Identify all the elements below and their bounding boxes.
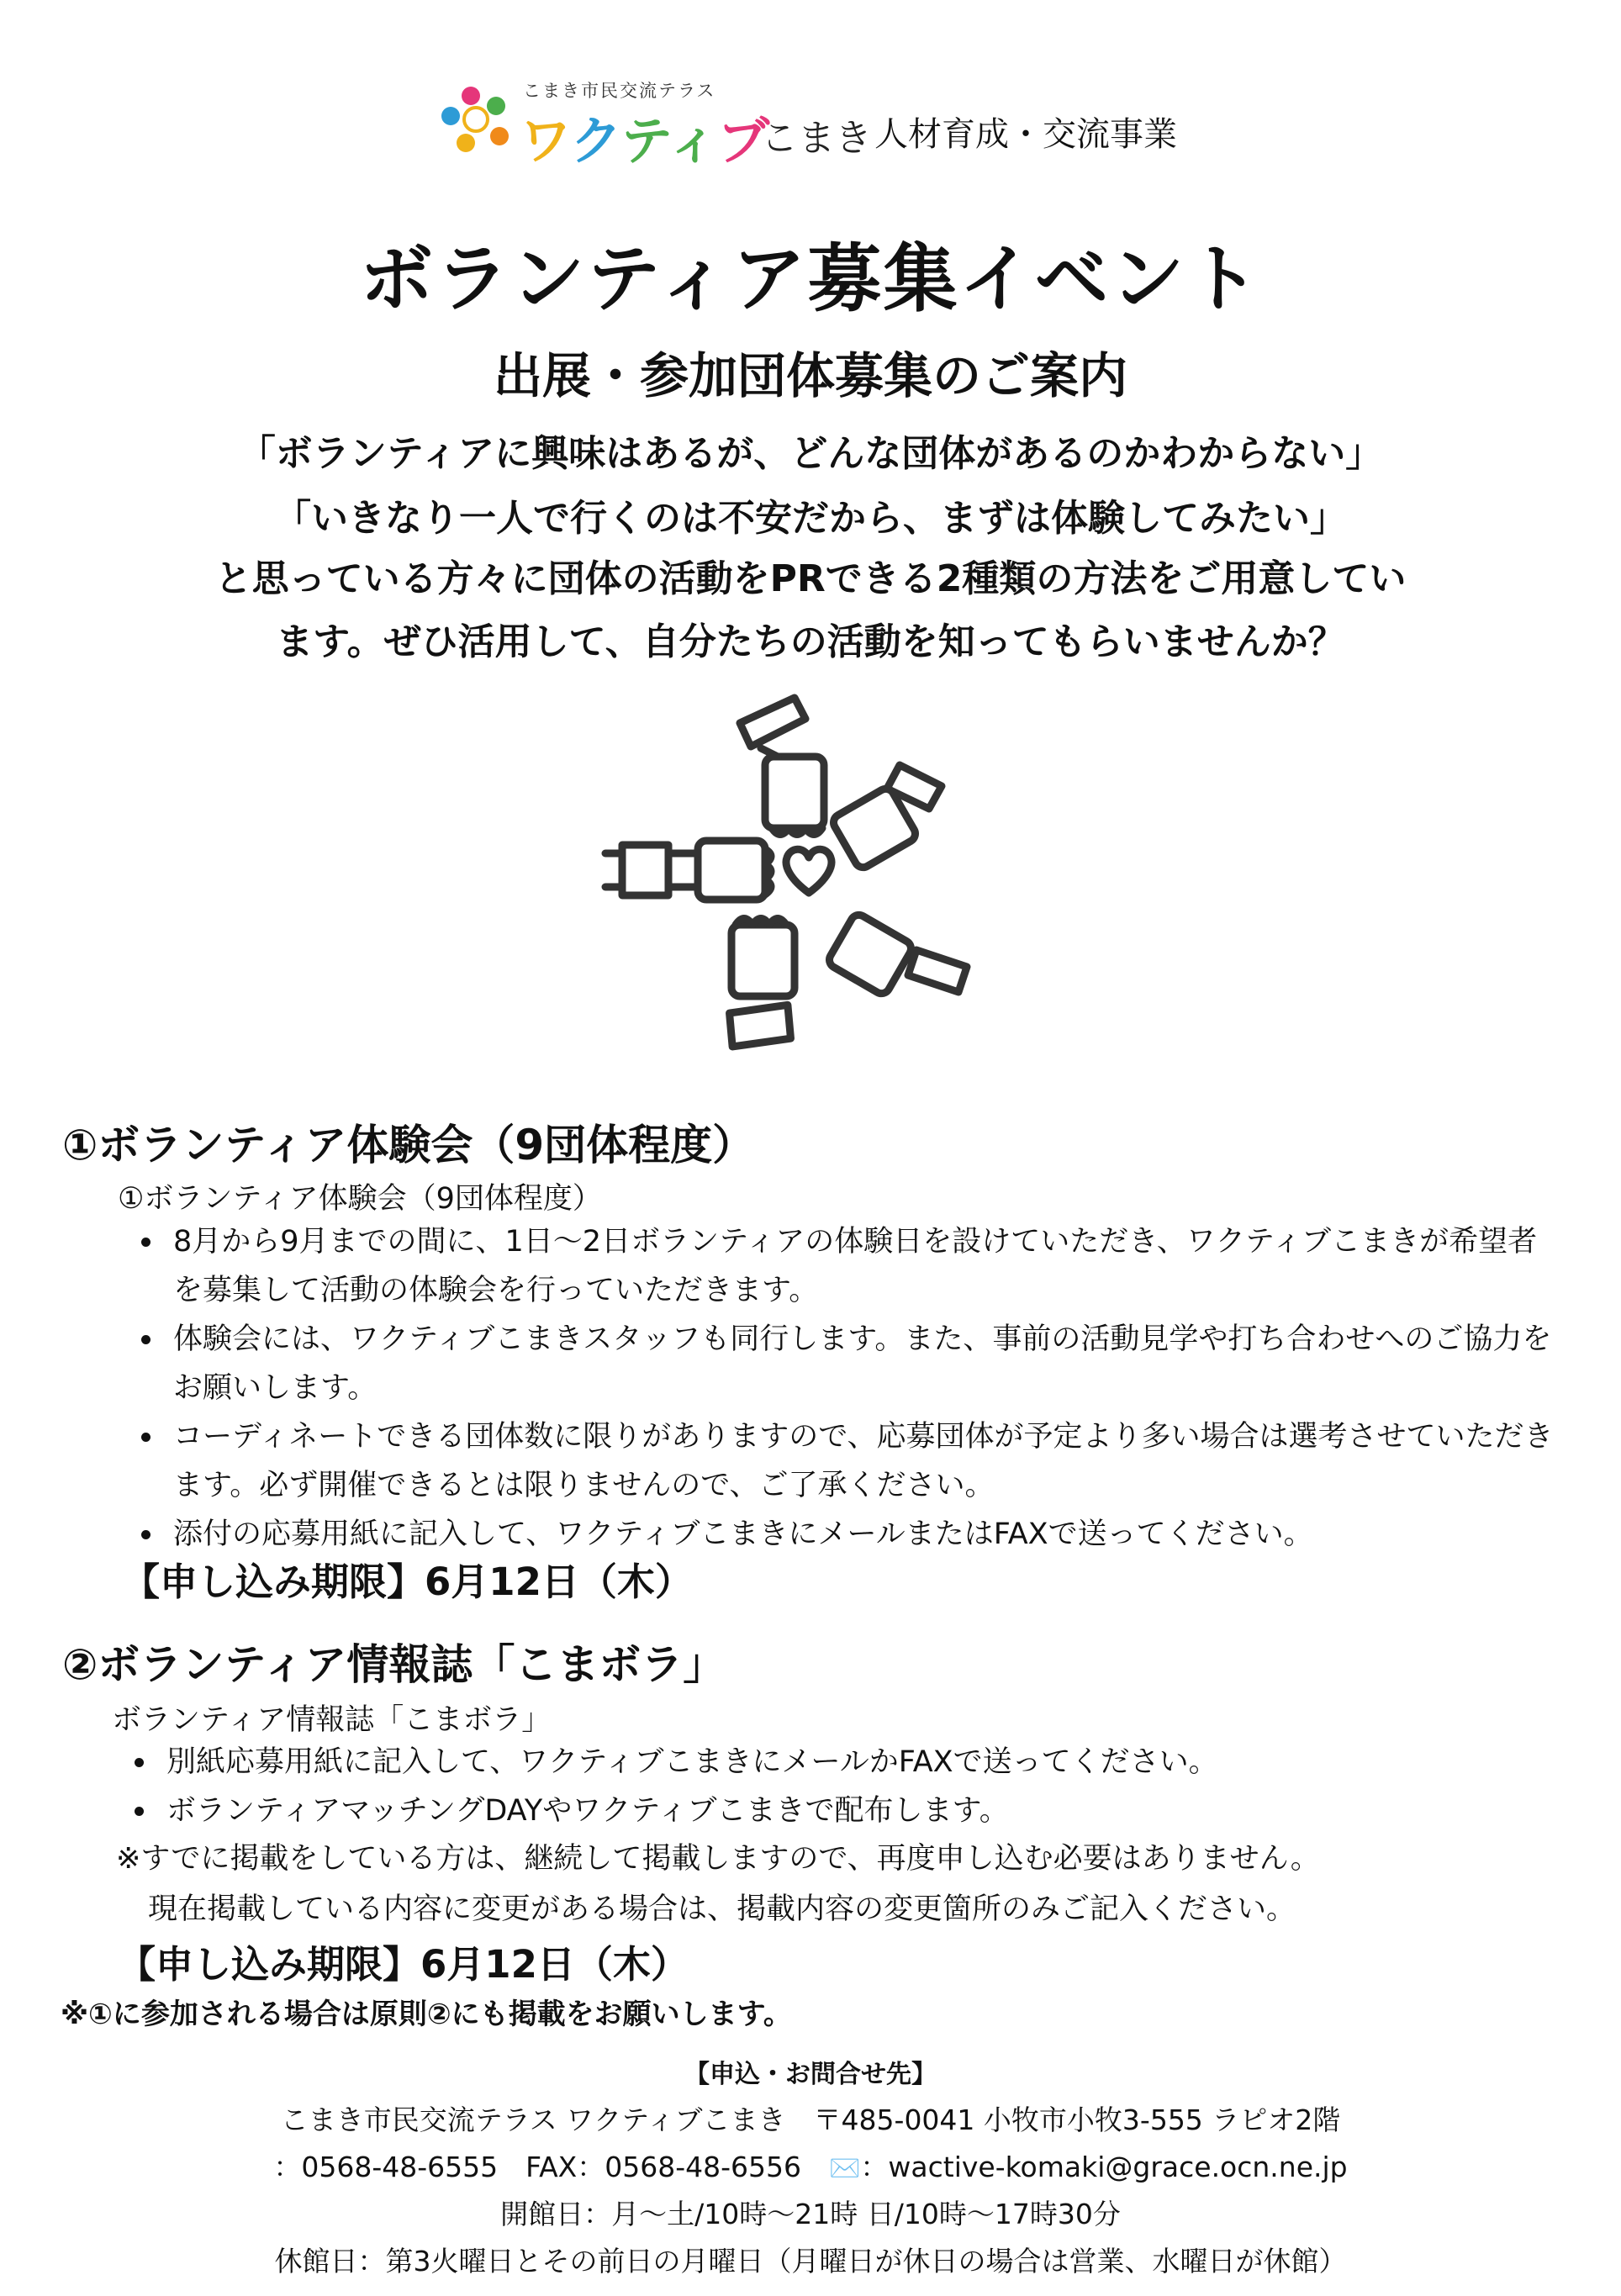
list-item: 添付の応募用紙に記入して、ワクティブこまきにメールまたはFAXで送ってください。 [135,1510,1555,1559]
section2-subheading: ボランティア情報誌「こまボラ」 [112,1703,552,1737]
logo-mark-icon [437,82,530,156]
logo-wordmark [520,99,768,174]
page-title: ボランティア募集イベント [359,235,1262,322]
list-item: コーディネートできる団体数に限りがありますので、応募団体が予定より多い場合は選考させていただきます。必ず開催できるとは限りませんので、ご了承ください。 [135,1412,1555,1510]
section1-deadline: 【申し込み期限】6月12日（木） [122,1560,693,1604]
list-item: ボランティアマッチングDAYやワクティブこまきで配布します。 [128,1787,1557,1835]
intro-line: ます。ぜひ活用して、自分たちの活動を知ってもらいませんか？ [276,620,1345,663]
section2-heading: ②ボランティア情報誌「こまボラ」 [62,1640,726,1689]
intro-line: 「ボランティアに興味はあるが、どんな団体があるのかわからない」 [238,432,1383,475]
section1-bullet-list [135,1217,1555,1559]
logo-char: ティ [620,110,718,172]
closed-days: 休館日：第3火曜日とその前日の月曜日（月曜日が休日の場合は営業、水曜日が休館） [274,2245,1347,2278]
section1-subheading: ①ボランティア体験会（9団体程度） [118,1182,602,1216]
contact-phone-email [0,2146,1621,2185]
section2-note: 現在掲載している内容に変更がある場合は、掲載内容の変更箇所のみご記入ください。 [148,1892,1296,1926]
logo-subtitle: こまき市民交流テラス [523,81,716,101]
hands-circle-heart-icon [589,673,1026,1068]
phone-number: ：0568-48-6555 FAX：0568-48-6556 [273,2151,830,2183]
logo-city: こまき [761,117,872,160]
list-item: 別紙応募用紙に記入して、ワクティブこまきにメールかFAXで送ってください。 [128,1738,1557,1787]
intro-line: と思っている方々に団体の活動をPRできる2種類の方法をご用意してい [214,557,1407,600]
mail-icon: ✉️ [829,2154,861,2183]
logo-char: ブ [717,110,768,172]
contact-heading: 【申込・お問合せ先】 [684,2060,937,2089]
intro-line: 「いきなり一人で行くのは不安だから、まずは体験してみたい」 [274,497,1347,540]
page-subtitle: 出展・参加団体募集のご案内 [493,347,1127,404]
list-item: 8月から9月までの間に、1日～2日ボランティアの体験日を設けていただき、ワクティブこまきが希望者を募集して活動の体験会を行っていただきます。 [135,1217,1555,1315]
section2-bullet-list [128,1738,1557,1835]
logo-char: ワ [520,110,571,172]
logo-char: ク [570,110,621,172]
header-department: 人材育成・交流事業 [874,115,1177,154]
section2-deadline: 【申し込み期限】6月12日（木） [118,1942,689,1987]
list-item: 体験会には、ワクティブこまきスタッフも同行します。また、事前の活動見学や打ち合わせへのご協力をお願いします。 [135,1315,1555,1412]
email-address[interactable]: ：wactive-komaki@grace.ocn.ne.jp [860,2151,1348,2183]
section2-remark: ※①に参加される場合は原則②にも掲載をお願いします。 [61,1998,792,2031]
section1-heading: ①ボランティア体験会（9団体程度） [62,1121,755,1169]
section2-note: ※すでに掲載をしている方は、継続して掲載しますので、再度申し込む必要はありません。 [116,1842,1320,1876]
contact-address: こまき市民交流テラス ワクティブこまき 〒485-0041 小牧市小牧3-555 ラピオ2階 [280,2103,1341,2136]
opening-hours: 開館日：月～土/10時～21時 日/10時～17時30分 [500,2198,1121,2230]
